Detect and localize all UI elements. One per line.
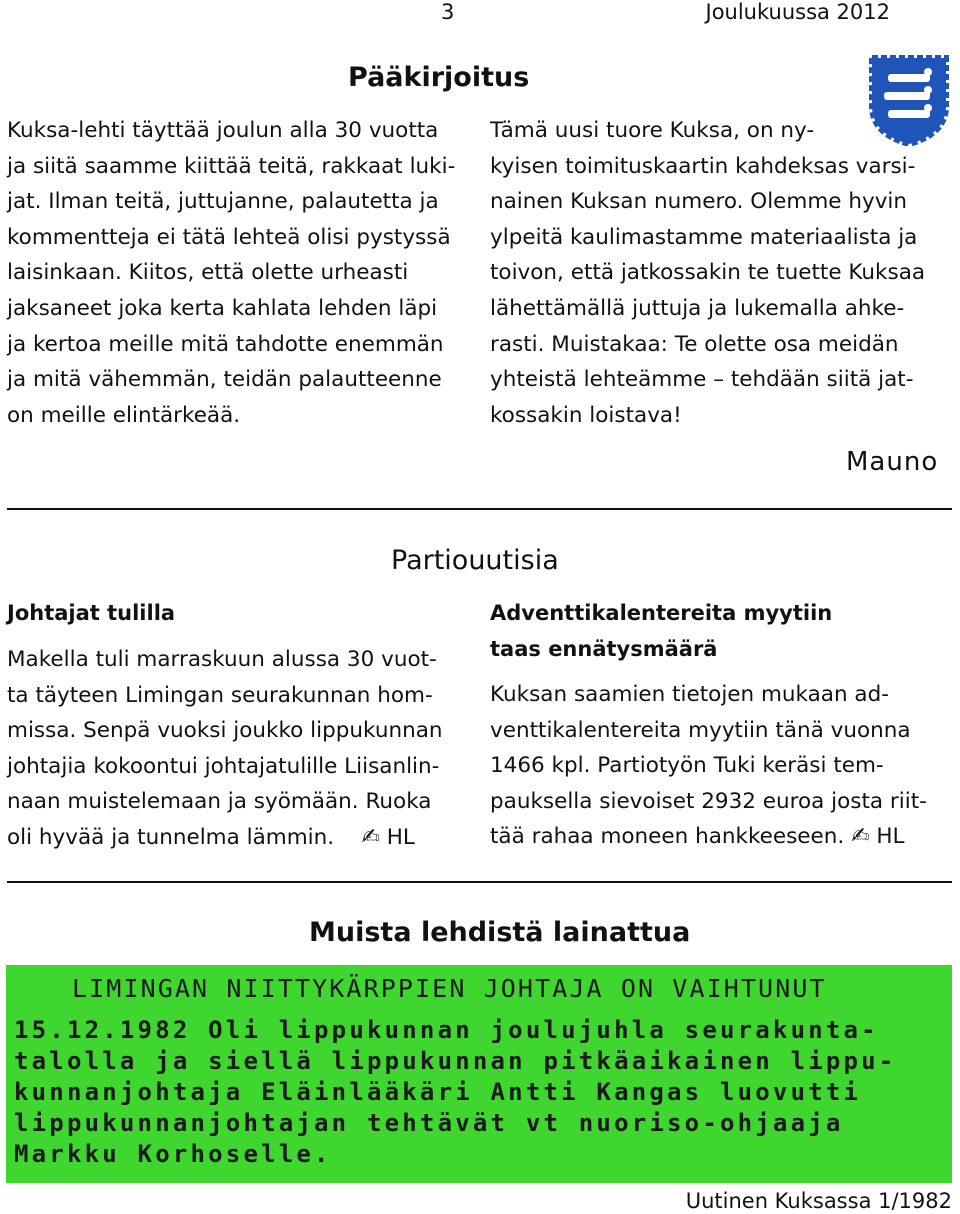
clip-heading: LIMINGAN NIITTYKÄRPPIEN JOHTAJA ON VAIHTUNUT — [72, 974, 827, 1003]
editorial-left-line: on meille elintärkeää. — [7, 402, 241, 428]
editorial-left-line: jaksaneet joka kerta kahlata lehden läpi — [7, 295, 438, 321]
news-left-author: HL — [386, 824, 415, 850]
news-right-author: HL — [876, 824, 905, 850]
news-right-heading-line: Adventtikalentereita myytiin — [490, 601, 833, 625]
news-left-line: missa. Senpä vuoksi joukko lippukunnan — [7, 718, 443, 744]
writing-hand-icon: ✍ — [851, 824, 870, 850]
news-left-heading: Johtajat tulilla — [7, 601, 176, 625]
editorial-signature: Mauno — [846, 447, 939, 477]
news-right-line: venttikalentereita myytiin tänä vuonna — [490, 717, 911, 743]
editorial-right-line: kyisen toimituskaartin kahdeksas varsi- — [490, 153, 916, 179]
editorial-left-line: ja kertoa meille mitä tahdotte enemmän — [7, 331, 444, 357]
news-left-line: naan muistelemaan ja syömään. Ruoka — [7, 789, 432, 815]
editorial-right-line: Tämä uusi tuore Kuksa, on ny- — [490, 118, 815, 143]
news-right-line: Kuksan saamien tietojen mukaan ad- — [490, 682, 890, 707]
writing-hand-icon: ✍ — [361, 824, 380, 850]
news-right-heading — [490, 595, 832, 667]
news-right-line: tää rahaa moneen hankkeeseen. — [490, 824, 845, 850]
news-left-line: Makella tuli marraskuun alussa 30 vuot- — [7, 647, 437, 672]
clip-line: talolla ja siellä lippukunnan pitkäaikainen lippu- — [14, 1047, 897, 1075]
news-title: Partiouutisia — [391, 545, 559, 576]
newspaper-clipping — [6, 965, 952, 1183]
clip-source: Uutinen Kuksassa 1/1982 — [685, 1189, 952, 1213]
editorial-left-line: kommentteja ei tätä lehteä olisi pystyssä — [7, 224, 451, 250]
news-left-line: oli hyvää ja tunnelma lämmin. — [7, 824, 335, 850]
news-right-line: 1466 kpl. Partiotyön Tuki keräsi tem- — [490, 753, 884, 779]
editorial-left-line: ja mitä vähemmän, teidän palautteenne — [7, 367, 442, 393]
section-divider — [7, 881, 952, 883]
editorial-right-line: kossakin loistava! — [490, 402, 682, 428]
quoted-title: Muista lehdistä lainattua — [309, 917, 691, 948]
clip-line: lippukunnanjohtajan tehtävät vt nuoriso-ohjaaja — [14, 1109, 844, 1137]
editorial-left-line: ja siitä saamme kiittää teitä, rakkaat luki- — [7, 153, 456, 179]
clip-line: kunnanjohtaja Eläinlääkäri Antti Kangas luovutti — [14, 1078, 862, 1106]
editorial-left-column — [7, 113, 468, 433]
news-left-line: ta täyteen Limingan seurakunnan hom- — [7, 682, 433, 708]
news-left-column — [7, 642, 468, 856]
section-divider — [7, 508, 952, 510]
clip-line: 15.12.1982 Oli lippukunnan joulujuhla seurakunta- — [14, 1016, 879, 1044]
issue-date: Joulukuussa 2012 — [705, 0, 890, 24]
news-right-line: pauksella sievoiset 2932 euroa josta riit- — [490, 788, 927, 814]
news-right-heading-line: taas ennätysmäärä — [490, 637, 718, 661]
page-number: 3 — [441, 0, 455, 24]
editorial-left-line: jat. Ilman teitä, juttujanne, palautetta ja — [7, 189, 439, 215]
editorial-left-line: Kuksa-lehti täyttää joulun alla 30 vuotta — [7, 118, 439, 143]
news-left-line: johtajia kokoontui johtajatulille Liisanlin- — [7, 753, 440, 779]
editorial-right-line: lähettämällä juttuja ja lukemalla ahke- — [490, 295, 905, 321]
editorial-right-line: toivon, että jatkossakin te tuette Kuksaa — [490, 260, 926, 286]
news-right-last-line — [490, 819, 952, 855]
editorial-right-line: nainen Kuksan numero. Olemme hyvin — [490, 189, 908, 215]
news-right-column — [490, 677, 952, 855]
clip-line: Markku Korhoselle. — [14, 1140, 332, 1168]
editorial-title: Pääkirjoitus — [348, 62, 530, 93]
editorial-right-column — [490, 113, 952, 433]
editorial-right-line: ylpeitä kaulimastamme materiaalista ja — [490, 224, 918, 250]
news-left-last-line — [7, 820, 468, 856]
editorial-left-line: laisinkaan. Kiitos, että olette urheasti — [7, 260, 409, 286]
editorial-right-line: yhteistä lehteämme – tehdään siitä jat- — [490, 367, 914, 393]
editorial-right-line: rasti. Muistakaa: Te olette osa meidän — [490, 331, 899, 357]
